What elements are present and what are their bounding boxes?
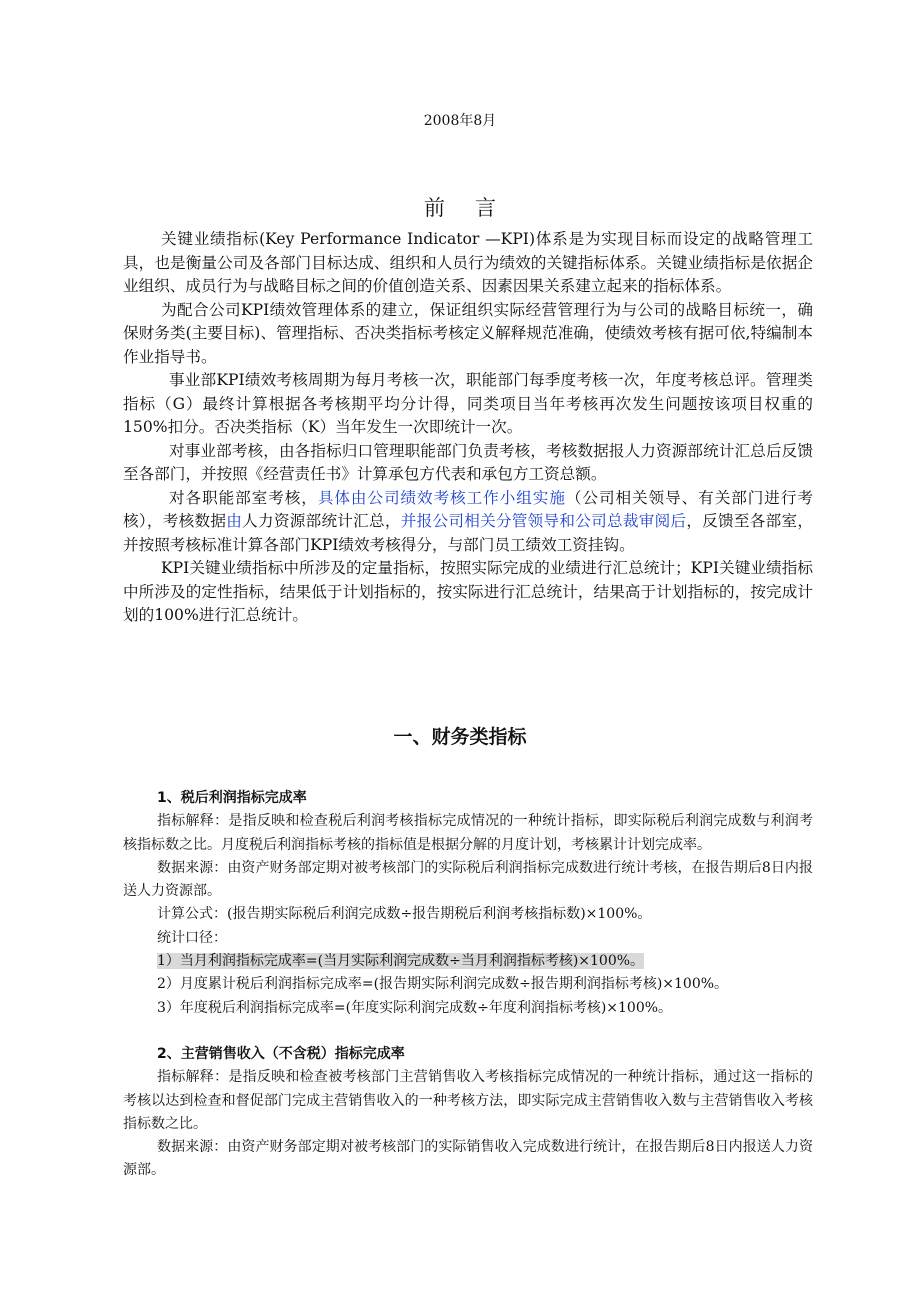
preface-paragraph: 关键业绩指标(Key Performance Indicator —KPI)体系是为实现目标而设定的战略管理工具，也是衡量公司及各部门目标达成、组织和人员行为绩效的关键指标体系。关键业绩指标是依据企业组织、成员行为与战略目标之间的价值创造关系、因素因果关系建立起来的指标体系。 [123, 230, 813, 295]
text-run: （公司相关领导、有关部门进行考核），考核数据 [123, 488, 813, 530]
spacer [123, 1020, 813, 1043]
preface-paragraph: 对事业部考核，由各指标归口管理职能部门负责考核，考核数据报人力资源部统计汇总后反馈至各部门，并按照《经营责任书》计算承包方代表和承包方工资总额。 [123, 441, 813, 483]
preface-body [123, 228, 813, 628]
text-run: ，反馈至各部室，并按照考核标准计算各部门KPI绩效考核得分，与部门员工绩效工资挂钩。 [123, 512, 813, 554]
text-run: 人力资源部统计汇总， [242, 512, 401, 530]
preface-paragraph: KPI关键业绩指标中所涉及的定量指标，按照实际完成的业绩进行汇总统计；KPI关键业绩指标中所涉及的定性指标，结果低于计划指标的，按实际进行汇总统计，结果高于计划指标的，按完成计划的100%进行汇总统计。 [123, 559, 813, 624]
preface-title: 前言 [424, 196, 526, 220]
document-date: 2008年8月 [423, 113, 497, 129]
indicator-explanation: 指标解释：是指反映和检查被考核部门主营销售收入考核指标完成情况的一种统计指标，通过这一指标的考核以达到检查和督促部门完成主营销售收入的一种考核方法，即实际完成主营销售收入数与主营销售收入考核指标数之比。 [123, 1069, 813, 1132]
scope-item: 3）年度税后利润指标完成率=(年度实际利润完成数÷年度利润指标考核)×100%。 [157, 999, 673, 1016]
scope-item: 2）月度累计税后利润指标完成率=(报告期实际利润完成数÷报告期利润指标考核)×100%。 [157, 976, 729, 993]
indicator-scope-label: 统计口径： [157, 929, 227, 946]
indicator-list [123, 787, 813, 1183]
indicator-formula: 计算公式：(报告期实际税后利润完成数÷报告期税后利润考核指标数)×100%。 [157, 906, 652, 923]
preface-paragraph: 事业部KPI绩效考核周期为每月考核一次，职能部门每季度考核一次，年度考核总评。管理类指标（G）最终计算根据各考核期平均分计得，同类项目当年考核再次发生问题按该项目权重的150%扣分。否决类指标（K）当年发生一次即统计一次。 [123, 371, 813, 436]
indicator-data-source: 数据来源：由资产财务部定期对被考核部门的实际税后利润指标完成数进行统计考核，在报告期后8日内报送人力资源部。 [123, 859, 813, 900]
highlighted-text: 由 [226, 512, 243, 530]
preface-paragraph [123, 487, 813, 558]
indicator-heading: 1、税后利润指标完成率 [157, 790, 307, 806]
highlighted-text: 1）当月利润指标完成率=(当月实际利润完成数÷当月利润指标考核)×100%。 [157, 953, 645, 970]
indicator-heading: 2、主营销售收入（不含税）指标完成率 [157, 1045, 405, 1062]
preface-paragraph: 为配合公司KPI绩效管理体系的建立，保证组织实际经营管理行为与公司的战略目标统一，确保财务类(主要目标)、管理指标、否决类指标考核定义解释规范准确，使绩效考核有据可依,特编制本作业指导书。 [123, 300, 813, 366]
indicator-explanation: 指标解释：是指反映和检查税后利润考核指标完成情况的一种统计指标，即实际税后利润完成数与利润考核指标数之比。月度税后利润指标考核的指标值是根据分解的月度计划，考核累计计划完成率。 [123, 813, 813, 853]
highlighted-text: 具体由公司绩效考核工作小组实施 [317, 488, 566, 507]
text-run: 对各职能部室考核， [169, 488, 318, 507]
indicator-data-source: 数据来源：由资产财务部定期对被考核部门的实际销售收入完成数进行统计，在报告期后8日内报送人力资源部。 [123, 1139, 813, 1179]
section-title: 一、财务类指标 [393, 726, 527, 748]
highlighted-text: 并报公司相关分管领导和公司总裁审阅后 [400, 512, 687, 530]
scope-item [123, 950, 813, 973]
